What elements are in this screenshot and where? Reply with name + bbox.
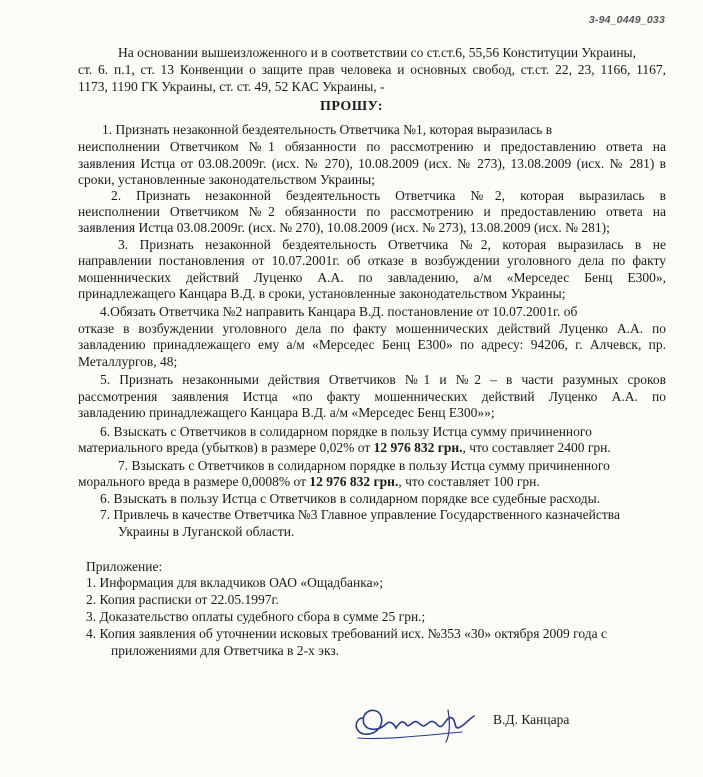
item-7-amount: 12 976 832 грн. bbox=[309, 474, 399, 489]
item-4-line-1: 4.Обязать Ответчика №2 направить Канцара В.Д. постановление от 10.07.2001г. об bbox=[100, 304, 578, 319]
intro-line-2: ст. 6. п.1, ст. 13 Конвенции о защите прав человека и основных свобод, ст.ст. 22, 23, 1166, 1167, bbox=[78, 62, 666, 77]
item-1-line-2: неисполнении Ответчиком №1 обязанности по рассмотрению и предоставлению ответа на bbox=[78, 139, 666, 154]
item-6-line-2: материального вреда (убытков) в размере 0,02% от 12 976 832 грн., что составляет 2400 грн. bbox=[78, 440, 611, 455]
handwritten-signature bbox=[350, 694, 485, 746]
item-3-line-3: мошеннических действий Луценко А.А. по завладению, а/м «Мерседес Бенц Е300», bbox=[78, 270, 666, 285]
item-third-defendant-line-1: 7. Привлечь в качестве Ответчика №3 Главное управление Государственного казначейства bbox=[100, 507, 620, 522]
item-1-line-3: заявления Истца от 03.08.2009г. (исх. № 270), 10.08.2009 (исх. № 273), 13.08.2009 (исх. № 281) в bbox=[78, 156, 666, 171]
item-3-line-1: 3. Признать незаконной бездеятельность Ответчика №2, которая выразилась в не bbox=[118, 237, 666, 252]
item-4-line-2: отказе в возбуждении уголовного дела по факту мошеннических действий Луценко А.А. по bbox=[78, 321, 666, 336]
annex-item-4-line-1: 4. Копия заявления об уточнении исковых требований исх. №353 «30» октября 2009 года с bbox=[86, 626, 607, 641]
item-third-defendant-line-2: Украины в Луганской области. bbox=[118, 524, 295, 539]
item-5-line-2: рассмотрения заявления Истца «по факту мошеннических действий Луценко А.А. по bbox=[78, 389, 666, 404]
request-heading: ПРОШУ: bbox=[319, 99, 384, 114]
item-5-line-3: завладению принадлежащего Канцара В.Д. а/м «Мерседес Бенц Е300»»; bbox=[78, 405, 495, 420]
annex-item-2: 2. Копия расписки от 22.05.1997г. bbox=[86, 592, 279, 607]
item-3-line-2: направлении постановления от 10.07.2001г. об отказе в возбуждении уголовного дела по факту bbox=[78, 253, 666, 268]
item-7-line-2: морального вреда в размере 0,0008% от 12 976 832 грн., что составляет 100 грн. bbox=[78, 474, 540, 489]
item-5-line-1: 5. Признать незаконными действия Ответчиков №1 и №2 – в части разумных сроков bbox=[100, 372, 666, 387]
document-stamp-number: 3-94_0449_033 bbox=[588, 14, 665, 26]
item-4-line-4: Металлургов, 48; bbox=[78, 354, 178, 369]
item-2-line-3: заявления Истца 03.08.2009г. (исх. № 270), 10.08.2009 (исх. № 273), 13.08.2009 (исх. № 281); bbox=[78, 220, 610, 235]
item-costs-line: 6. Взыскать в пользу Истца с Ответчиков в солидарном порядке все судебные расходы. bbox=[100, 491, 601, 506]
item-7-line-1: 7. Взыскать с Ответчиков в солидарном порядке в пользу Истца сумму причиненного bbox=[118, 458, 610, 473]
item-4-line-3: завладению принадлежащего ему а/м «Мерседес Бенц Е300» по адресу: 94206, г. Алчевск, пр. bbox=[78, 337, 666, 352]
intro-line-1: На основании вышеизложенного и в соответствии со ст.ст.6, 55,56 Конституции Украины, bbox=[118, 45, 636, 60]
annex-title: Приложение: bbox=[86, 559, 163, 574]
item-6-amount: 12 976 832 грн. bbox=[373, 440, 463, 455]
intro-line-3: 1173, 1190 ГК Украины, ст. ст. 49, 52 КАС Украины, - bbox=[78, 79, 385, 94]
annex-item-3: 3. Доказательство оплаты судебного сбора в сумме 25 грн.; bbox=[86, 609, 426, 624]
item-6-line-1: 6. Взыскать с Ответчиков в солидарном порядке в пользу Истца сумму причиненного bbox=[100, 424, 592, 439]
item-1-line-1: 1. Признать незаконной бездеятельность Ответчика №1, которая выразилась в bbox=[102, 122, 553, 137]
annex-item-4-line-2: приложениями для Ответчика в 2-х экз. bbox=[111, 643, 340, 658]
signer-name: В.Д. Канцара bbox=[493, 712, 570, 727]
annex-item-1: 1. Информация для вкладчиков ОАО «Ощадбанка»; bbox=[86, 575, 384, 590]
item-2-line-1: 2. Признать незаконной бездеятельность Ответчика №2, которая выразилась в bbox=[111, 188, 666, 203]
item-2-line-2: неисполнении Ответчиком №2 обязанности по рассмотрению и предоставлению ответа на bbox=[78, 204, 666, 219]
signature-block bbox=[350, 694, 670, 746]
item-1-line-4: сроки, установленные законодательством Украины; bbox=[78, 172, 375, 187]
item-3-line-4: принадлежащего Канцара В.Д. в сроки, установленные законодательством Украины; bbox=[78, 286, 566, 301]
